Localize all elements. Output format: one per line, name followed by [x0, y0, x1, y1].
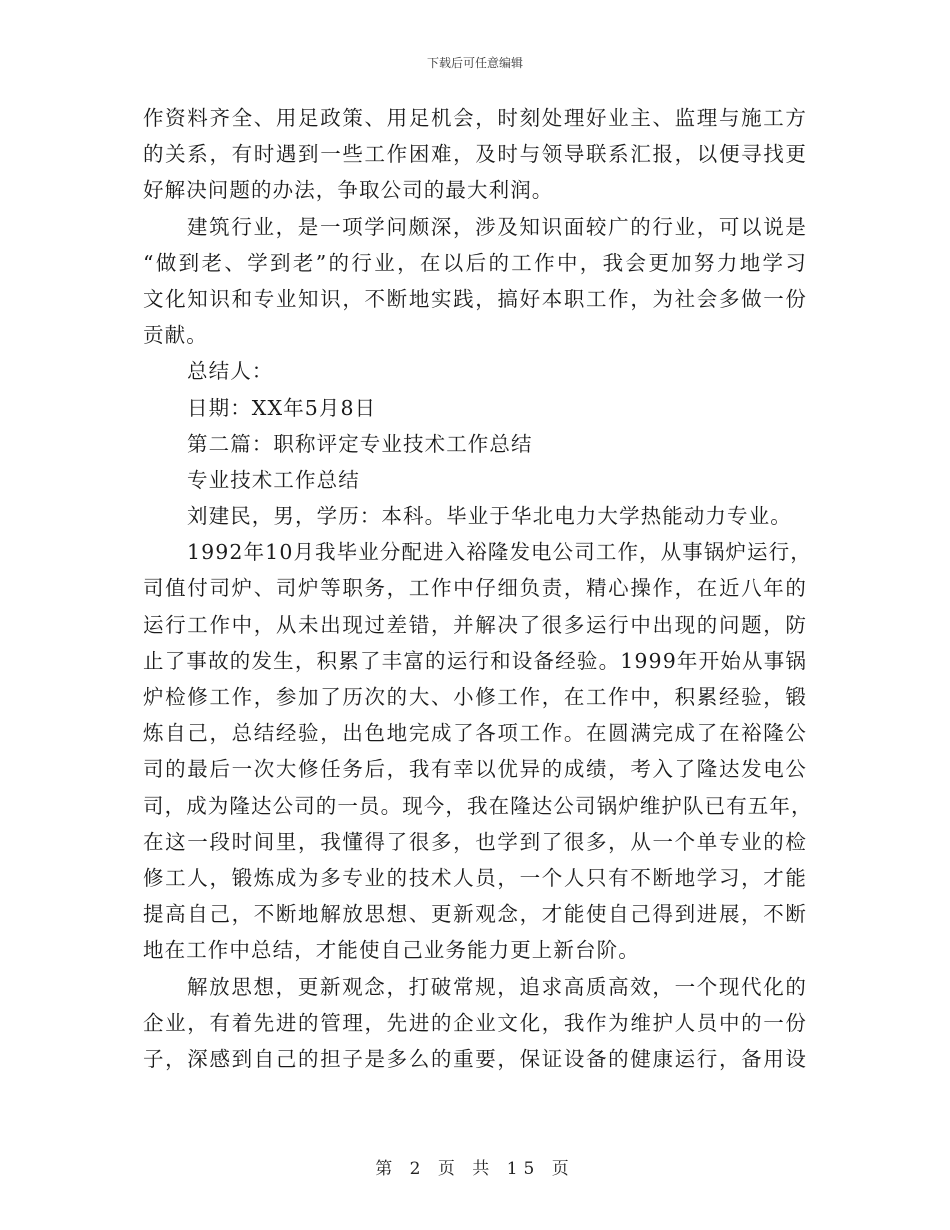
signature-line: 总结人：: [187, 359, 274, 384]
text-line: 贡献。: [143, 323, 208, 348]
paragraph-start: 刘建民，男，学历：本科。毕业于华北电力大学热能动力专业。: [187, 504, 792, 529]
text-line: 企业，有着先进的管理，先进的企业文化，我作为维护人员中的一份: [143, 1010, 807, 1035]
text-line: 地在工作中总结，才能使自己业务能力更上新台阶。: [143, 938, 640, 963]
text-line: 运行工作中，从未出现过差错，并解决了很多运行中出现的问题，防: [143, 612, 807, 637]
text-line: 作资料齐全、用足政策、用足机会，时刻处理好业主、监理与施工方: [143, 106, 807, 130]
paragraph-start: 1992年10月我毕业分配进入裕隆发电公司工作，从事锅炉运行，: [187, 540, 812, 565]
text-line: 司的最后一次大修任务后，我有幸以优异的成绩，考入了隆达发电公: [143, 757, 807, 782]
text-line: 在这一段时间里，我懂得了很多，也学到了很多，从一个单专业的检: [143, 829, 807, 854]
date-line: 日期：XX年5月8日: [187, 395, 377, 420]
text-line: 文化知识和专业知识，不断地实践，搞好本职工作，为社会多做一份: [143, 286, 807, 311]
section-subtitle: 专业技术工作总结: [187, 467, 360, 492]
text-line: 司，成为隆达公司的一员。现今，我在隆达公司锅炉维护队已有五年，: [143, 793, 813, 818]
page-header-note: 下载后可任意编辑: [426, 56, 523, 70]
document-body: [143, 100, 813, 1077]
section-heading: 第二篇：职称评定专业技术工作总结: [187, 431, 533, 456]
text-line: “做到老、学到老”的行业，在以后的工作中，我会更加努力地学习: [143, 250, 807, 275]
text-line: 炉检修工作，参加了历次的大、小修工作，在工作中，积累经验，锻: [143, 685, 807, 709]
text-line: 提高自己，不断地解放思想、更新观念，才能使自己得到进展，不断: [143, 902, 807, 927]
text-line: 止了事故的发生，积累了丰富的运行和设备经验。1999年开始从事锅: [143, 648, 807, 673]
paragraph-start: 解放思想，更新观念，打破常规，追求高质高效，一个现代化的: [187, 974, 807, 999]
paragraph-start: 建筑行业，是一项学问颇深，涉及知识面较广的行业，可以说是: [187, 214, 807, 239]
text-line: 修工人，锻炼成为多专业的技术人员，一个人只有不断地学习，才能: [143, 865, 807, 890]
page-number: 第 2 页 共 15 页: [375, 1159, 575, 1179]
text-line: 炼自己，总结经验，出色地完成了各项工作。在圆满完成了在裕隆公: [143, 721, 807, 746]
text-line: 好解决问题的办法，争取公司的最大利润。: [143, 178, 554, 203]
text-line: 子，深感到自己的担子是多么的重要，保证设备的健康运行，备用设: [143, 1046, 807, 1071]
text-line: 司值付司炉、司炉等职务，工作中仔细负责，精心操作，在近八年的: [143, 576, 807, 601]
text-line: 的关系，有时遇到一些工作困难，及时与领导联系汇报，以便寻找更: [143, 142, 807, 167]
